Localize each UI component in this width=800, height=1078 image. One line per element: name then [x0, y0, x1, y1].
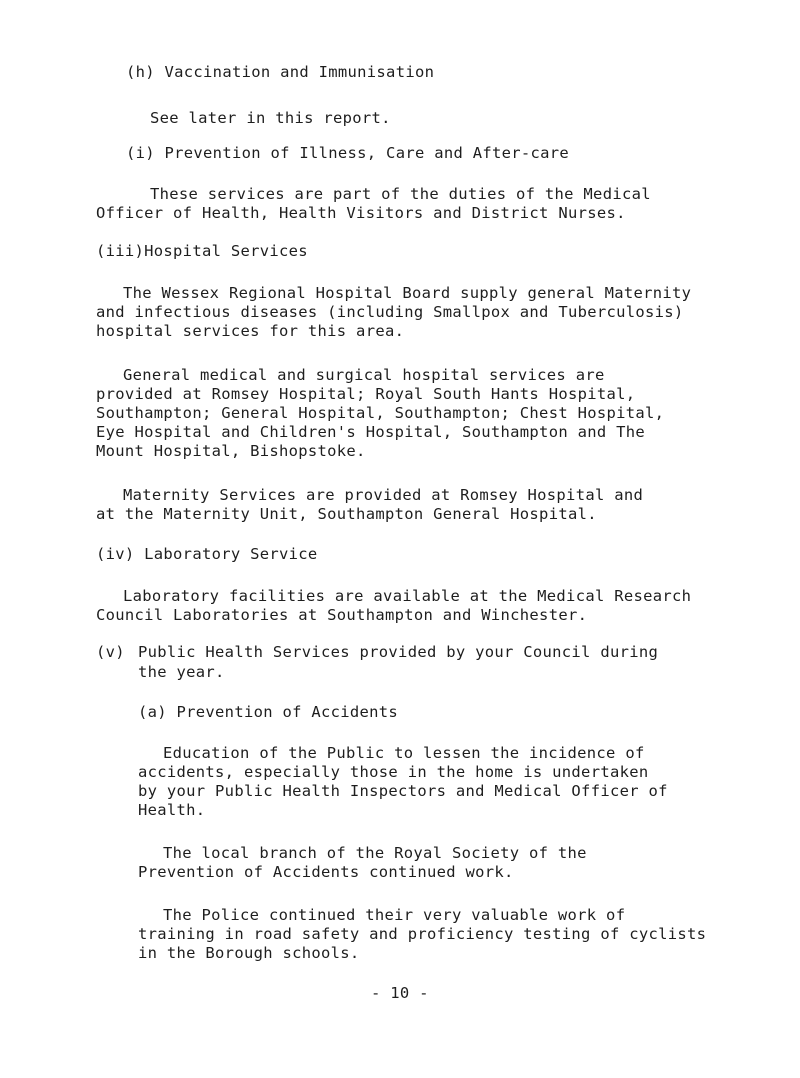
paragraph-iii-1-line-1: The Wessex Regional Hospital Board supply general Maternity [123, 284, 692, 302]
paragraph-iii-3-line-1: Maternity Services are provided at Romsey Hospital and [123, 486, 644, 504]
heading-v-label: (v) [96, 643, 125, 661]
paragraph-iii-1-line-3: hospital services for this area. [96, 322, 405, 340]
paragraph-iii-3-line-2: at the Maternity Unit, Southampton General Hospital. [96, 505, 597, 523]
paragraph-h: See later in this report. [150, 109, 391, 127]
paragraph-iii-2-line-1: General medical and surgical hospital services are [123, 366, 605, 384]
heading-h: (h) Vaccination and Immunisation [126, 63, 435, 81]
paragraph-a-3-line-3: in the Borough schools. [138, 944, 360, 962]
paragraph-iii-2-line-3: Southampton; General Hospital, Southampton; Chest Hospital, [96, 404, 665, 422]
heading-i: (i) Prevention of Illness, Care and After-care [126, 144, 570, 162]
paragraph-iii-2-line-5: Mount Hospital, Bishopstoke. [96, 442, 366, 460]
paragraph-a-2-line-2: Prevention of Accidents continued work. [138, 863, 514, 881]
paragraph-iii-2-line-4: Eye Hospital and Children's Hospital, Southampton and The [96, 423, 646, 441]
paragraph-a-3-line-1: The Police continued their very valuable work of [163, 906, 626, 924]
paragraph-iii-2-line-2: provided at Romsey Hospital; Royal South Hants Hospital, [96, 385, 636, 403]
paragraph-i-line-1: These services are part of the duties of the Medical [150, 185, 651, 203]
page-number: - 10 - [371, 984, 429, 1002]
paragraph-a-1-line-3: by your Public Health Inspectors and Medical Officer of [138, 782, 668, 800]
paragraph-a-1-line-1: Education of the Public to lessen the incidence of [163, 744, 645, 762]
heading-iv: (iv) Laboratory Service [96, 545, 318, 563]
paragraph-iii-1-line-2: and infectious diseases (including Smallpox and Tuberculosis) [96, 303, 684, 321]
paragraph-a-2-line-1: The local branch of the Royal Society of the [163, 844, 587, 862]
heading-v-line-2: the year. [138, 663, 225, 681]
paragraph-i-line-2: Officer of Health, Health Visitors and District Nurses. [96, 204, 626, 222]
heading-v-line-1: Public Health Services provided by your Council during [138, 643, 659, 661]
heading-a: (a) Prevention of Accidents [138, 703, 399, 721]
paragraph-iv-line-2: Council Laboratories at Southampton and Winchester. [96, 606, 588, 624]
paragraph-iv-line-1: Laboratory facilities are available at the Medical Research [123, 587, 692, 605]
heading-iii: (iii)Hospital Services [96, 242, 308, 260]
paragraph-a-1-line-4: Health. [138, 801, 206, 819]
paragraph-a-3-line-2: training in road safety and proficiency testing of cyclists [138, 925, 707, 943]
paragraph-a-1-line-2: accidents, especially those in the home is undertaken [138, 763, 649, 781]
